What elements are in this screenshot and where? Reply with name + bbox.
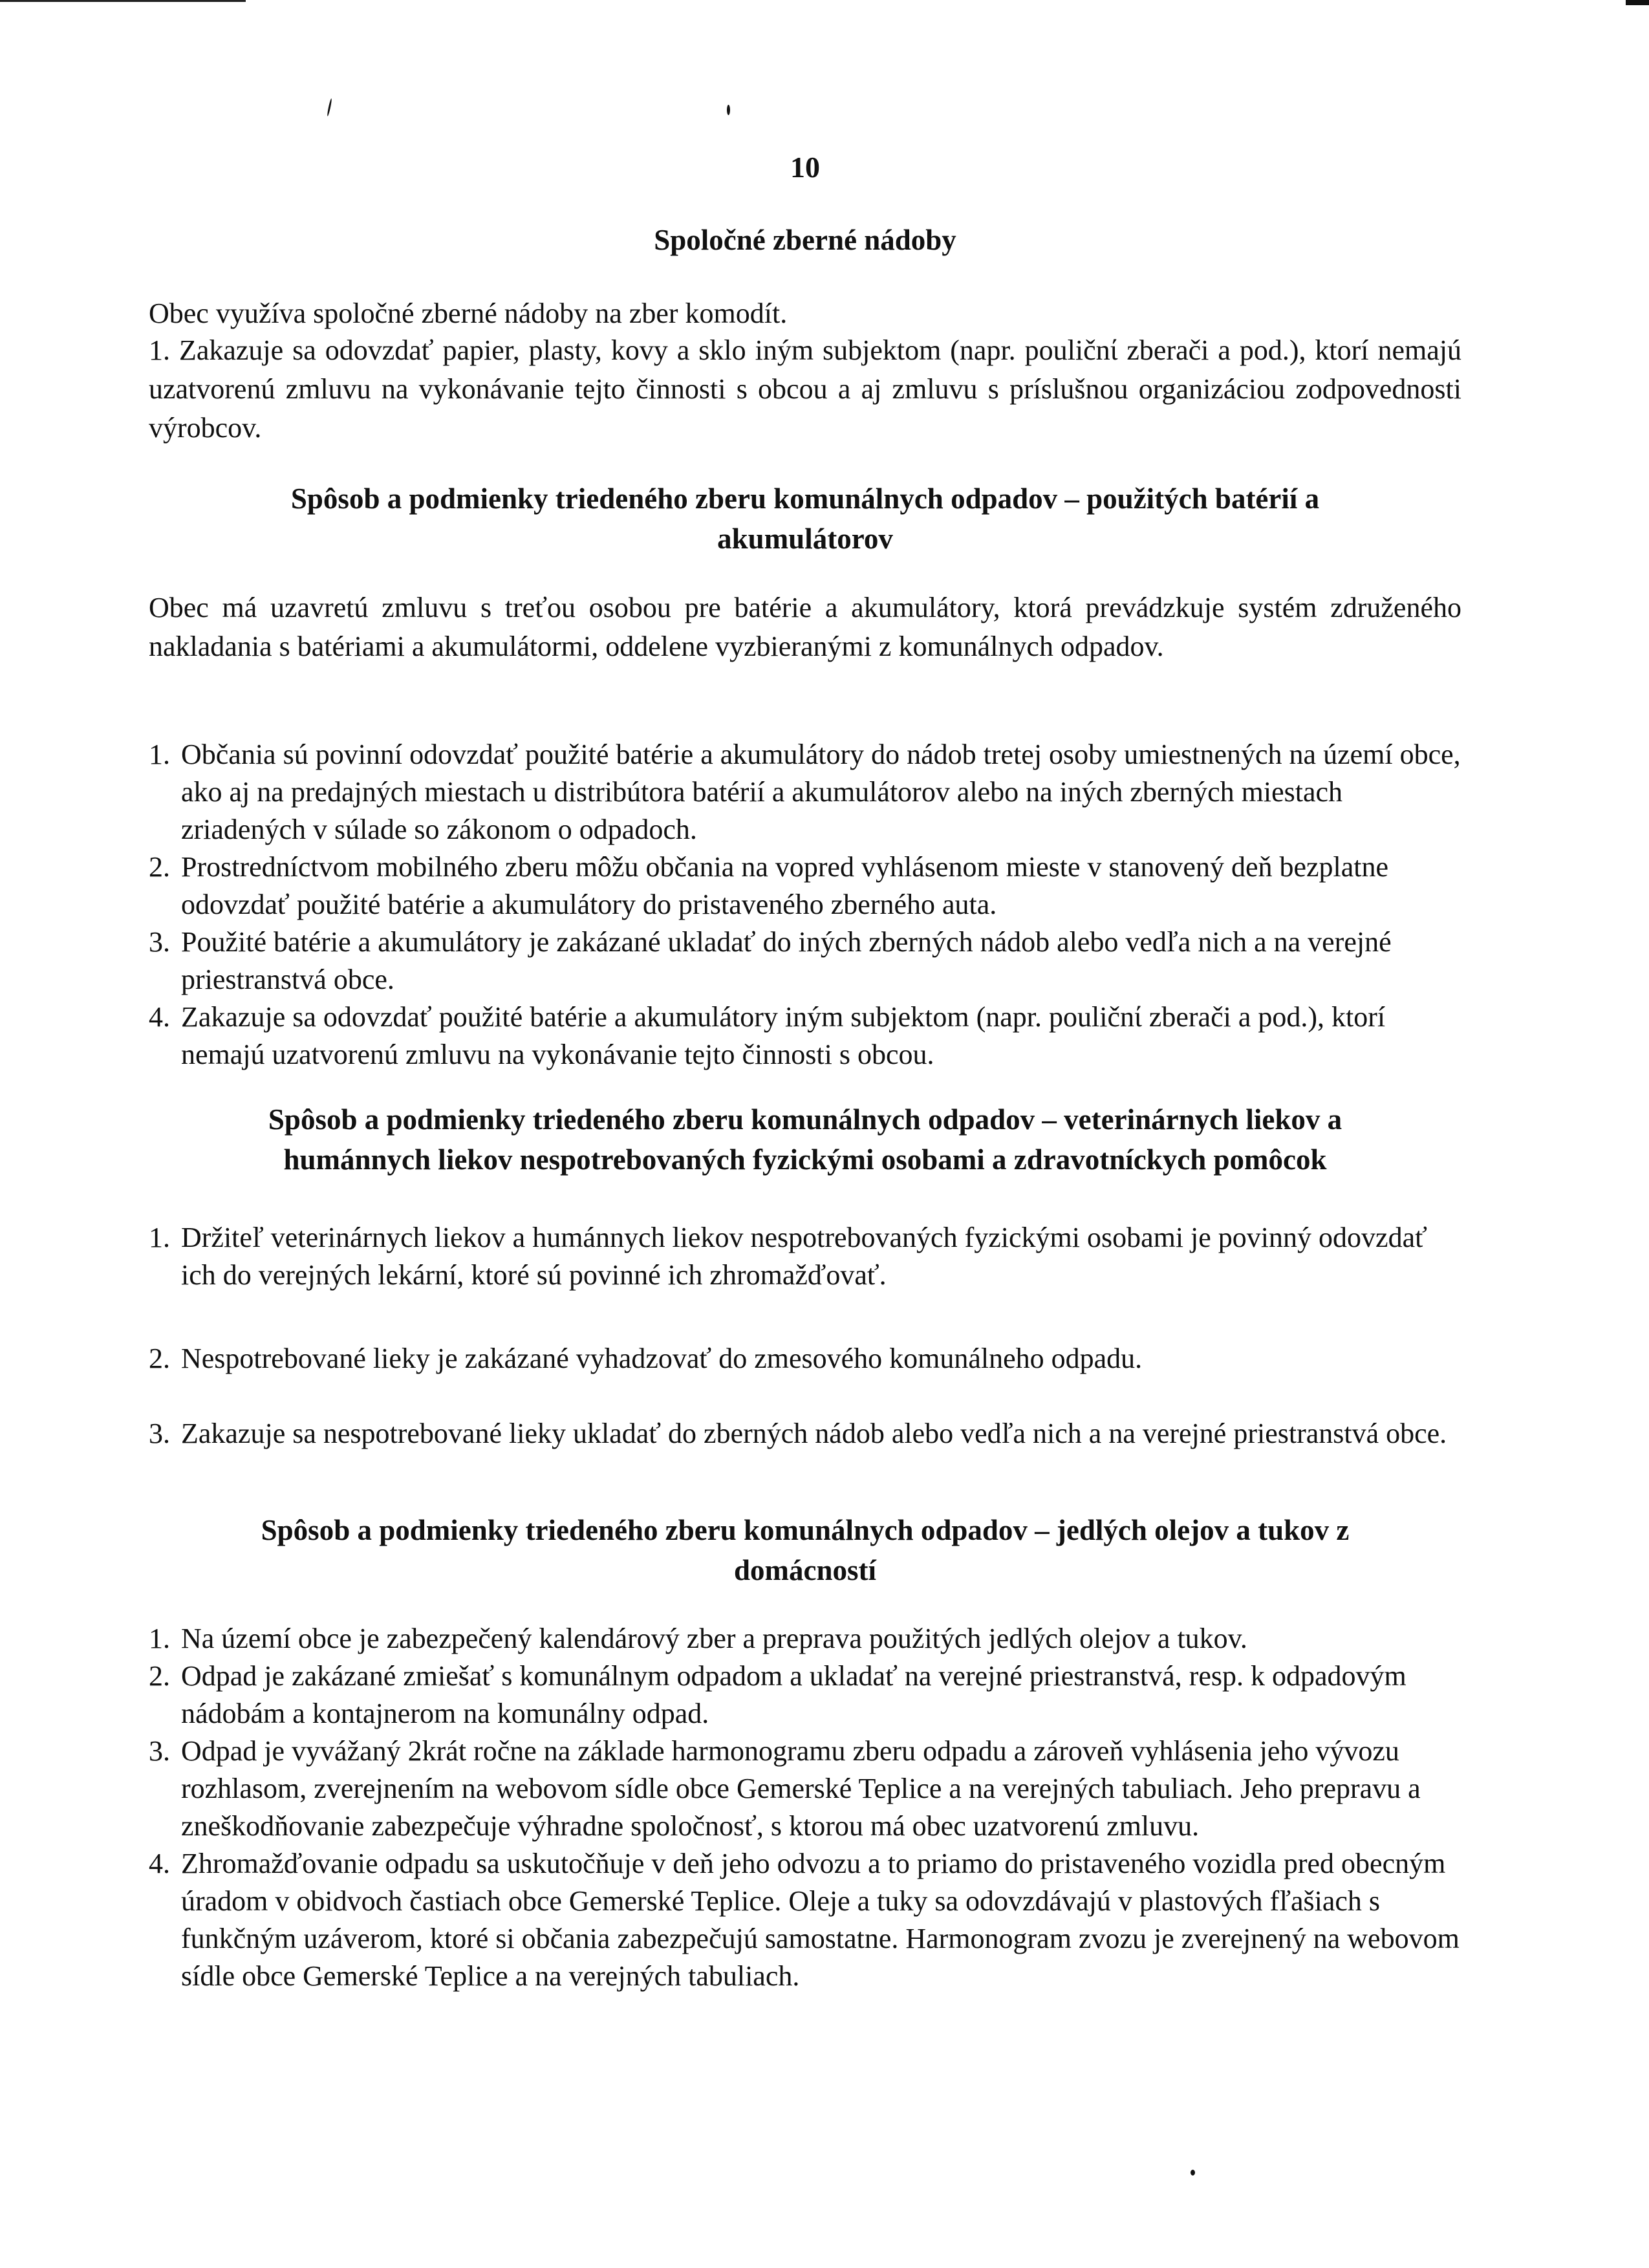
item-number: 3.: [149, 926, 170, 958]
item-number: 4.: [149, 1848, 170, 1879]
heading-line: Spôsob a podmienky triedeného zberu komunálnych odpadov – jedlých olejov a tukov z: [261, 1514, 1350, 1546]
list-item: [149, 848, 1461, 923]
item-text: Zakazuje sa odovzdať papier, plasty, kovy a sklo iným subjektom (napr. pouličnί zberači a pod.), ktorí nemajú uzatvorenú zmluvu na vykonávanie tejto činnosti s obcou a aj zmluvu s príslušnou organizáciou zodpovednosti výrobcov.: [149, 334, 1461, 444]
list-item: [149, 1219, 1461, 1294]
edible-oils-list: [149, 1620, 1461, 1995]
scan-speck: [1191, 2170, 1195, 2176]
scan-speck: [727, 105, 730, 115]
item-number: 4.: [149, 1001, 170, 1033]
item-text: Zakazuje sa nespotrebované lieky ukladať do zberných nádob alebo vedľa nich a na verejné priestranstvá obce.: [181, 1418, 1447, 1449]
page-number: 10: [790, 151, 820, 184]
list-item: [149, 1845, 1461, 1995]
item-number: 1.: [149, 1623, 170, 1654]
list-item: [149, 736, 1461, 848]
section-intro: Obec má uzavretú zmluvu s treťou osobou pre batérie a akumulátory, ktorá prevádzkuje systém združeného nakladania s batériami a akumulátormi, oddelene vyzbieranými z komunálnych odpadov.: [149, 592, 1461, 662]
section-intro: Obec využíva spoločné zberné nádoby na zber komodít.: [149, 297, 788, 329]
section-paragraph: [149, 331, 1461, 448]
item-text: Odpad je vyvážaný 2krát ročne na základe harmonogramu zberu odpadu a zároveň vyhlásenia jeho vývozu rozhlasom, zverejnením na webovom sídle obce Gemerské Teplice a na verejných tabuliach. Jeho prepravu a zneškodňovanie zabezpečuje výhradne spoločnosť, s ktorou má obec uzatvorenú zmluvu.: [181, 1735, 1421, 1842]
batteries-list: [149, 736, 1461, 1074]
heading-line: Spôsob a podmienky triedeného zberu komunálnych odpadov – veterinárnych liekov a: [268, 1103, 1342, 1136]
section-heading-common-bins: Spoločné zberné nádoby: [654, 224, 956, 256]
item-number: 3.: [149, 1418, 170, 1449]
list-item: [149, 1340, 1461, 1377]
heading-line: Spôsob a podmienky triedeného zberu komunálnych odpadov – použitých batérií a: [290, 482, 1320, 515]
list-item: [149, 1733, 1461, 1845]
item-number: 2.: [149, 1660, 170, 1692]
item-number: 1.: [149, 1222, 170, 1253]
item-number: 2.: [149, 1343, 170, 1374]
item-text: Zhromažďovanie odpadu sa uskutočňuje v deň jeho odvozu a to priamo do pristaveného vozidla pred obecným úradom v obidvoch častiach obce Gemerské Teplice. Oleje a tuky sa odovzdávajú v plastových fľašiach s funkčným uzáverom, ktoré si občania zabezpečujú samostatne. Harmonogram zvozu je zverejnený na webovom sídle obce Gemerské Teplice a na verejných tabuliach.: [181, 1848, 1460, 1992]
heading-line: humánnych liekov nespotrebovaných fyzickými osobami a zdravotníckych pomôcok: [283, 1143, 1327, 1176]
item-text: Občania sú povinní odovzdať použité batérie a akumulátory do nádob tretej osoby umiestnených na území obce, ako aj na predajných miestach u distribútora batérií a akumulátorov alebo na iných zberných miestach zriadených v súlade so zákonom o odpadoch.: [181, 739, 1461, 845]
item-number: 2.: [149, 851, 170, 883]
list-item: [149, 1658, 1461, 1733]
item-text: Zakazuje sa odovzdať použité batérie a akumulátory iným subjektom (napr. pouličnί zberači a pod.), ktorí nemajú uzatvorenú zmluvu na vykonávanie tejto činnosti s obcou.: [181, 1001, 1386, 1070]
item-text: Držiteľ veterinárnych liekov a humánnych liekov nespotrebovaných fyzickými osobami je povinný odovzdať ich do verejných lekární, ktoré sú povinné ich zhromažďovať.: [181, 1222, 1427, 1291]
item-number: 3.: [149, 1735, 170, 1767]
item-text: Odpad je zakázané zmiešať s komunálnym odpadom a ukladať na verejné priestranstvá, resp. k odpadovým nádobám a kontajnerom na komunálny odpad.: [181, 1660, 1406, 1729]
item-text: Na území obce je zabezpečený kalendárový zber a preprava použitých jedlých olejov a tukov.: [181, 1623, 1247, 1654]
item-text: Prostredníctvom mobilného zberu môžu občania na vopred vyhlásenom mieste v stanovený deň bezplatne odovzdať použité batérie a akumulátory do pristaveného zberného auta.: [181, 851, 1389, 920]
item-text: Použité batérie a akumulátory je zakázané ukladať do iných zberných nádob alebo vedľa nich a na verejné priestranstvá obce.: [181, 926, 1392, 995]
item-number: 1.: [149, 739, 170, 770]
item-text: Nespotrebované lieky je zakázané vyhadzovať do zmesového komunálneho odpadu.: [181, 1343, 1143, 1374]
item-number: 1.: [149, 334, 170, 366]
list-item: [149, 923, 1461, 999]
section-heading-batteries: [149, 479, 1461, 559]
list-item: [149, 1620, 1461, 1658]
list-item: [149, 999, 1461, 1074]
list-item: [149, 1415, 1461, 1453]
section-heading-medicines: [149, 1099, 1461, 1180]
scan-speck: [327, 98, 332, 116]
section-heading-edible-oils: [149, 1510, 1461, 1590]
heading-line: domácností: [733, 1554, 876, 1586]
scan-artifact-line: [0, 0, 246, 2]
heading-line: akumulátorov: [717, 523, 893, 555]
scan-artifact-mark: [1626, 0, 1649, 5]
